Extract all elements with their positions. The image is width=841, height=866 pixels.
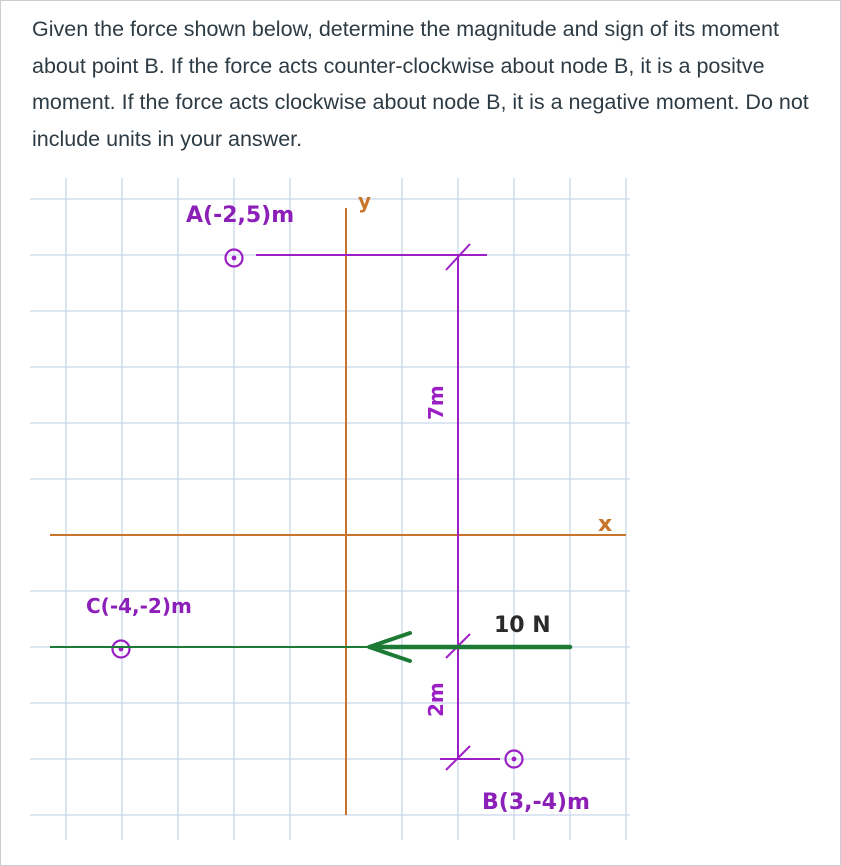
x-axis-label: x [598, 512, 613, 537]
dimension-label-2m: 2m [424, 682, 448, 717]
dimension-label-7m: 7m [424, 385, 448, 420]
point-c-marker [113, 641, 130, 658]
force-label: 10 N [494, 613, 551, 638]
grid [30, 178, 630, 840]
question-text: Given the force shown below, determine the magnitude and sign of its moment about point B. If the force acts counter-clockwise about node B, it is a positve moment. If the force acts clockwise about node B, it is a negative moment. Do not include units in your answer. [32, 17, 809, 151]
point-b-label: B(3,-4)m [482, 790, 590, 815]
point-a-label: A(-2,5)m [186, 203, 295, 228]
y-axis-label: y [358, 189, 372, 213]
point-c-label: C(-4,-2)m [86, 594, 192, 618]
dimension-lines [256, 244, 500, 770]
